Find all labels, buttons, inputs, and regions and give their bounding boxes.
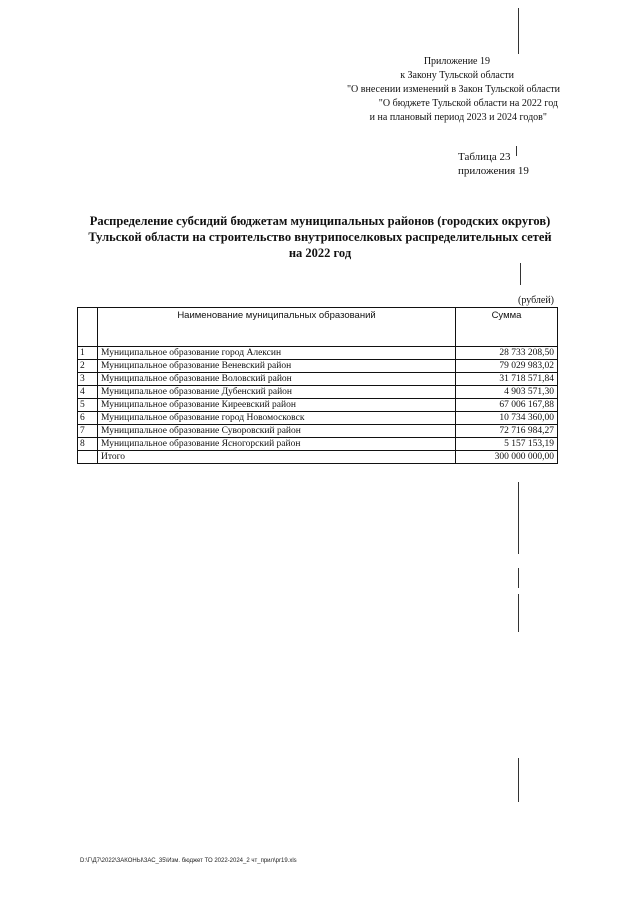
- row-sum: 4 903 571,30: [456, 386, 558, 399]
- table-row: [78, 360, 558, 373]
- row-num: 1: [78, 347, 98, 360]
- row-name: Муниципальное образование Воловский район: [98, 373, 456, 386]
- row-name: Муниципальное образование Суворовский район: [98, 425, 456, 438]
- row-name: Муниципальное образование город Алексин: [98, 347, 456, 360]
- scan-mark: [518, 482, 519, 554]
- row-num: 6: [78, 412, 98, 425]
- table-row: [78, 425, 558, 438]
- table-header-row: [78, 308, 558, 347]
- row-num: 3: [78, 373, 98, 386]
- title-line-2: Тульской области на строительство внутрипоселковых распределительных сетей: [88, 230, 552, 244]
- table-row: [78, 399, 558, 412]
- row-name: Муниципальное образование Киреевский район: [98, 399, 456, 412]
- row-num: 5: [78, 399, 98, 412]
- row-sum: 72 716 984,27: [456, 425, 558, 438]
- scan-mark: [518, 8, 519, 54]
- scan-mark: [516, 146, 517, 156]
- appendix-header: [260, 55, 560, 125]
- appendix-line-1: Приложение 19: [423, 56, 490, 67]
- total-sum: 300 000 000,00: [456, 451, 558, 464]
- title-line-3: на 2022 год: [288, 246, 352, 260]
- row-name: Муниципальное образование Веневский район: [98, 360, 456, 373]
- table-row: [78, 412, 558, 425]
- scan-mark: [520, 263, 521, 285]
- row-num: 2: [78, 360, 98, 373]
- table-total-row: [78, 451, 558, 464]
- table-label-line-1: Таблица 23: [458, 151, 511, 163]
- row-sum: 5 157 153,19: [456, 438, 558, 451]
- row-sum: 10 734 360,00: [456, 412, 558, 425]
- row-num: 4: [78, 386, 98, 399]
- scan-mark: [518, 758, 519, 802]
- file-path-footer: D:\Г\Д7\2022\ЗАКОНЫ\ЗАС_35\Изм. бюджет ТО 2022-2024_2 чт_прил\pr19.xls: [80, 858, 297, 864]
- subsidy-table: [77, 307, 558, 464]
- row-name: Муниципальное образование город Новомосковск: [98, 412, 456, 425]
- row-num: 8: [78, 438, 98, 451]
- header-name: Наименование муниципальных образований: [98, 308, 456, 347]
- scan-mark: [518, 594, 519, 632]
- row-name: Муниципальное образование Ясногорский район: [98, 438, 456, 451]
- row-sum: 79 029 983,02: [456, 360, 558, 373]
- appendix-line-2: к Закону Тульской области: [400, 70, 514, 81]
- scan-mark: [518, 568, 519, 588]
- header-num: [78, 308, 98, 347]
- table-label-line-2: приложения 19: [458, 165, 529, 177]
- title-line-1: Распределение субсидий бюджетам муниципальных районов (городских округов): [89, 214, 551, 228]
- appendix-line-5: и на плановый период 2023 и 2024 годов": [369, 112, 547, 123]
- row-name: Муниципальное образование Дубенский район: [98, 386, 456, 399]
- row-sum: 31 718 571,84: [456, 373, 558, 386]
- total-label: Итого: [98, 451, 456, 464]
- total-num: [78, 451, 98, 464]
- table-row: [78, 386, 558, 399]
- table-row: [78, 347, 558, 360]
- row-sum: 67 006 167,88: [456, 399, 558, 412]
- table-row: [78, 373, 558, 386]
- units-label: (рублей): [518, 295, 555, 306]
- table-row: [78, 438, 558, 451]
- row-num: 7: [78, 425, 98, 438]
- appendix-line-4: "О бюджете Тульской области на 2022 год: [378, 98, 558, 109]
- appendix-line-3: "О внесении изменений в Закон Тульской области: [346, 84, 560, 95]
- row-sum: 28 733 208,50: [456, 347, 558, 360]
- document-title: [60, 213, 580, 261]
- table-label: [458, 150, 529, 178]
- header-sum: Сумма: [456, 308, 558, 347]
